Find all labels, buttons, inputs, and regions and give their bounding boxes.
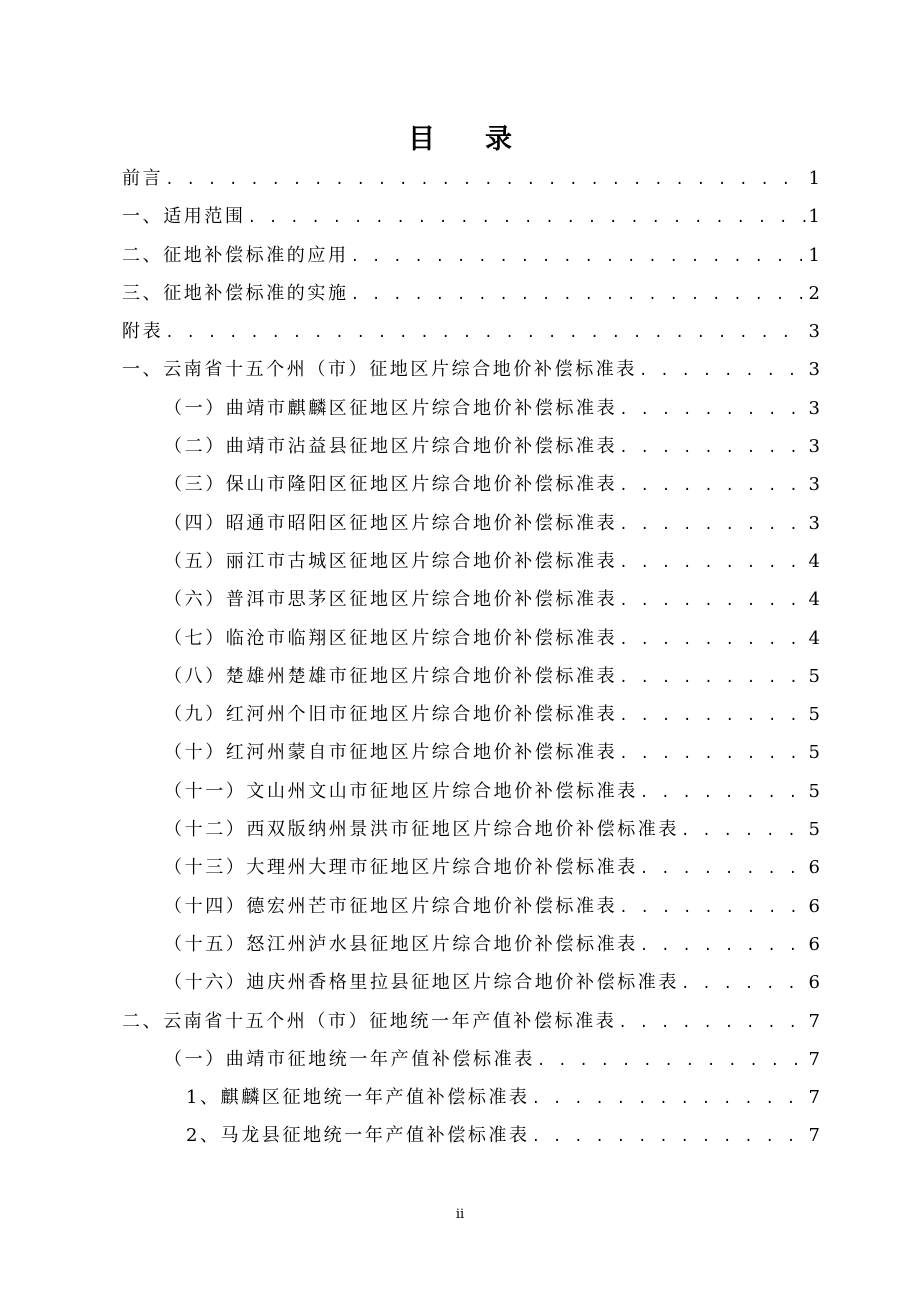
toc-entry [122, 313, 820, 351]
toc-page-number: 3 [808, 512, 820, 534]
toc-page-number: 5 [808, 742, 820, 764]
toc-page-number: 7 [808, 1048, 820, 1070]
toc-entry-title: （三）保山市隆阳区征地区片综合地价补偿标准表 [164, 474, 618, 496]
toc-entry-title: 一、云南省十五个州（市）征地区片综合地价补偿标准表 [122, 359, 637, 381]
toc-entry-title: 三、征地补偿标准的实施 [122, 282, 349, 304]
toc-page-number: 2 [808, 282, 820, 304]
toc-entry-title: 前言 [122, 168, 164, 189]
toc-dot-leader [681, 812, 806, 850]
toc-page-number: 5 [808, 780, 820, 802]
toc-entry-title: （十三）大理州大理市征地区片综合地价补偿标准表 [164, 857, 638, 879]
toc-entry [122, 926, 820, 964]
toc-entry [122, 696, 820, 734]
toc-dot-leader [165, 314, 805, 352]
toc-entry-title: 附表 [122, 321, 164, 343]
toc-page-number: 5 [808, 819, 820, 841]
page-title [0, 117, 920, 156]
toc-entry-title: （十五）怒江州泸水县征地区片综合地价补偿标准表 [164, 933, 638, 955]
toc-dot-leader [532, 1080, 806, 1118]
toc-page-number: 4 [808, 589, 820, 611]
toc-dot-leader [532, 1118, 806, 1156]
toc-entry-title: （八）楚雄州楚雄市征地区片综合地价补偿标准表 [164, 665, 618, 687]
toc-entry [122, 198, 820, 236]
title-part-2: 录 [485, 124, 512, 155]
toc-page-number: 5 [808, 665, 820, 687]
toc-entry [122, 1117, 820, 1155]
toc-entry-title: （五）丽江市古城区征地区片综合地价补偿标准表 [164, 550, 618, 572]
toc-entry [122, 351, 820, 389]
toc-entry-title: （十一）文山州文山市征地区片综合地价补偿标准表 [164, 780, 638, 802]
toc-entry [122, 734, 820, 772]
toc-page-number: 1 [808, 168, 820, 189]
toc-dot-leader [351, 238, 806, 276]
toc-entry [122, 1079, 820, 1117]
toc-entry-title: （十二）西双版纳州景洪市征地区片综合地价补偿标准表 [164, 819, 679, 841]
toc-page-number: 1 [808, 206, 820, 228]
toc-entry-title: （七）临沧市临翔区征地区片综合地价补偿标准表 [164, 627, 618, 649]
toc-page-number: 6 [808, 895, 820, 917]
toc-entry [122, 428, 820, 466]
toc-page-number: 1 [808, 244, 820, 266]
toc-entry [122, 581, 820, 619]
toc-entry [122, 505, 820, 543]
toc-entry-title: 二、云南省十五个州（市）征地统一年产值补偿标准表 [122, 1010, 617, 1032]
toc-entry [122, 658, 820, 696]
toc-entry-title: 二、征地补偿标准的应用 [122, 244, 349, 266]
toc-dot-leader [619, 735, 805, 773]
page-number-footer: ii [455, 1207, 465, 1222]
toc-dot-leader [681, 965, 806, 1003]
toc-entry-title: （十四）德宏州芒市征地区片综合地价补偿标准表 [164, 895, 618, 917]
toc-entry [122, 773, 820, 811]
toc-entry [122, 237, 820, 275]
title-part-1: 目 [408, 124, 435, 155]
toc-dot-leader [639, 352, 806, 390]
toc-entry-title: （二）曲靖市沾益县征地区片综合地价补偿标准表 [164, 436, 618, 458]
toc-entry [122, 811, 820, 849]
toc-entry-title: （一）曲靖市麒麟区征地区片综合地价补偿标准表 [164, 397, 618, 419]
toc-dot-leader [619, 889, 805, 927]
toc-page-number: 3 [808, 359, 820, 381]
toc-dot-leader [619, 544, 805, 582]
toc-entry [122, 888, 820, 926]
toc-entry [122, 275, 820, 313]
toc-entry [122, 849, 820, 887]
toc-dot-leader [619, 429, 805, 467]
toc-page-number: 3 [808, 321, 820, 343]
toc-entry [122, 160, 820, 198]
toc-dot-leader [537, 1042, 806, 1080]
toc-dot-leader [619, 391, 805, 429]
toc-entry-title: （四）昭通市昭阳区征地区片综合地价补偿标准表 [164, 512, 618, 534]
toc-entry [122, 466, 820, 504]
toc-page-number: 6 [808, 972, 820, 994]
toc-dot-leader [619, 467, 805, 505]
toc-entry-title: （九）红河州个旧市征地区片综合地价补偿标准表 [164, 704, 618, 726]
toc-page-number: 7 [808, 1010, 820, 1032]
toc-entry [122, 390, 820, 428]
toc-page-number: 5 [808, 704, 820, 726]
toc-dot-leader [640, 927, 806, 965]
toc-entry-title: （十）红河州蒙自市征地区片综合地价补偿标准表 [164, 742, 618, 764]
toc-page-number: 7 [808, 1087, 820, 1109]
toc-entry-title: （一）曲靖市征地统一年产值补偿标准表 [164, 1048, 535, 1070]
toc-page-number: 7 [808, 1125, 820, 1147]
toc-dot-leader [619, 582, 805, 620]
toc-entry-title: （六）普洱市思茅区征地区片综合地价补偿标准表 [164, 589, 618, 611]
toc-page-number: 3 [808, 436, 820, 458]
table-of-contents [122, 160, 820, 1156]
toc-page-number: 4 [808, 550, 820, 572]
toc-dot-leader [248, 199, 806, 237]
toc-entry-title: 一、适用范围 [122, 206, 246, 228]
toc-entry [122, 543, 820, 581]
toc-page-number: 6 [808, 933, 820, 955]
toc-dot-leader [619, 697, 805, 735]
toc-entry [122, 1003, 820, 1041]
toc-entry [122, 620, 820, 658]
toc-page-number: 6 [808, 857, 820, 879]
toc-page-number: 4 [808, 627, 820, 649]
toc-dot-leader [640, 850, 806, 888]
toc-page-number: 3 [808, 397, 820, 419]
toc-entry [122, 1041, 820, 1079]
toc-dot-leader [618, 1004, 805, 1042]
toc-dot-leader [619, 506, 805, 544]
toc-dot-leader [619, 621, 805, 659]
toc-entry-title: （十六）迪庆州香格里拉县征地区片综合地价补偿标准表 [164, 972, 679, 994]
toc-dot-leader [351, 276, 806, 314]
toc-entry-title: 1、麒麟区征地统一年产值补偿标准表 [186, 1087, 530, 1109]
toc-entry-title: 2、马龙县征地统一年产值补偿标准表 [186, 1125, 530, 1147]
toc-dot-leader [165, 161, 805, 199]
toc-dot-leader [619, 659, 805, 697]
toc-entry [122, 964, 820, 1002]
toc-dot-leader [640, 774, 806, 812]
toc-page-number: 3 [808, 474, 820, 496]
